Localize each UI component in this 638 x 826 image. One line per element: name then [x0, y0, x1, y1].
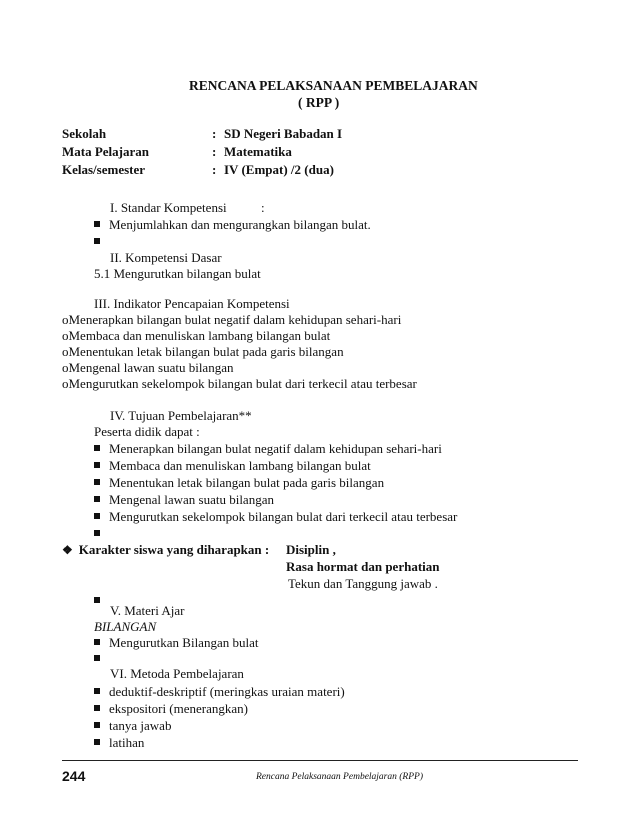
footer-divider	[62, 760, 578, 761]
info-sep: :	[212, 144, 217, 159]
karakter-value-3: Tekun dan Tanggung jawab .	[288, 576, 438, 591]
list-item: Membaca dan menuliskan lambang bilangan bulat	[94, 458, 371, 474]
list-item	[94, 593, 109, 609]
square-bullet-icon	[94, 739, 100, 745]
info-label-kelas: Kelas/semester	[62, 162, 146, 177]
info-sep: :	[212, 162, 217, 177]
section-heading-colon: :	[261, 200, 265, 215]
square-bullet-icon	[94, 221, 100, 227]
square-bullet-icon	[94, 722, 100, 728]
list-item: oMenerapkan bilangan bulat negatif dalam kehidupan sehari-hari	[62, 312, 402, 327]
list-item	[94, 526, 109, 542]
list-item: Menentukan letak bilangan bulat pada garis bilangan	[94, 475, 384, 491]
circle-bullet-icon: o	[62, 312, 69, 327]
square-bullet-icon	[94, 655, 100, 661]
list-item: tanya jawab	[94, 718, 171, 734]
list-item	[94, 234, 109, 250]
list-item: oMengenal lawan suatu bilangan	[62, 360, 234, 375]
section-heading-indikator: III. Indikator Pencapaian Kompetensi	[94, 296, 290, 311]
karakter-value-2: Rasa hormat dan perhatian	[286, 559, 440, 574]
document-title: RENCANA PELAKSANAAN PEMBELAJARAN	[189, 78, 478, 93]
square-bullet-icon	[94, 530, 100, 536]
square-bullet-icon	[94, 479, 100, 485]
circle-bullet-icon: o	[62, 360, 69, 375]
section-heading-metoda: VI. Metoda Pembelajaran	[110, 666, 244, 681]
list-item: oMenentukan letak bilangan bulat pada garis bilangan	[62, 344, 344, 359]
info-value-kelas: IV (Empat) /2 (dua)	[224, 162, 334, 177]
square-bullet-icon	[94, 496, 100, 502]
list-item: Mengenal lawan suatu bilangan	[94, 492, 274, 508]
diamond-bullet-icon: ❖	[62, 543, 73, 557]
info-value-sekolah: SD Negeri Babadan I	[224, 126, 343, 141]
footer-text: Rencana Pelaksanaan Pembelajaran (RPP)	[256, 772, 423, 782]
list-item: deduktif-deskriptif (meringkas uraian materi)	[94, 684, 345, 700]
page-number: 244	[62, 768, 86, 784]
square-bullet-icon	[94, 238, 100, 244]
karakter-value-1: Disiplin ,	[286, 542, 336, 557]
materi-topic: BILANGAN	[94, 619, 157, 634]
circle-bullet-icon: o	[62, 328, 69, 343]
list-item: oMengurutkan sekelompok bilangan bulat dari terkecil atau terbesar	[62, 376, 417, 391]
square-bullet-icon	[94, 445, 100, 451]
list-item: latihan	[94, 735, 144, 751]
section-heading-tujuan: IV. Tujuan Pembelajaran**	[110, 408, 252, 423]
list-item: Menerapkan bilangan bulat negatif dalam kehidupan sehari-hari	[94, 441, 442, 457]
circle-bullet-icon: o	[62, 376, 69, 391]
list-item: oMembaca dan menuliskan lambang bilangan bulat	[62, 328, 331, 343]
section-heading-standar-kompetensi: I. Standar Kompetensi	[110, 200, 227, 215]
list-item: Menjumlahkan dan mengurangkan bilangan bulat.	[94, 217, 371, 233]
list-item: Mengurutkan sekelompok bilangan bulat dari terkecil atau terbesar	[94, 509, 457, 525]
list-item: Mengurutkan Bilangan bulat	[94, 635, 258, 651]
info-sep: :	[212, 126, 217, 141]
karakter-label: ❖ Karakter siswa yang diharapkan :	[62, 542, 270, 557]
document-subtitle: ( RPP )	[298, 95, 340, 110]
square-bullet-icon	[94, 513, 100, 519]
section-heading-kompetensi-dasar: II. Kompetensi Dasar	[110, 250, 222, 265]
square-bullet-icon	[94, 705, 100, 711]
tujuan-intro: Peserta didik dapat :	[94, 424, 200, 439]
square-bullet-icon	[94, 639, 100, 645]
square-bullet-icon	[94, 688, 100, 694]
list-item: ekspositori (menerangkan)	[94, 701, 248, 717]
kompetensi-dasar-item: 5.1 Mengurutkan bilangan bulat	[94, 266, 261, 281]
info-label-sekolah: Sekolah	[62, 126, 107, 141]
list-item	[94, 651, 109, 667]
section-heading-materi: V. Materi Ajar	[110, 603, 185, 618]
circle-bullet-icon: o	[62, 344, 69, 359]
square-bullet-icon	[94, 462, 100, 468]
info-label-mapel: Mata Pelajaran	[62, 144, 150, 159]
square-bullet-icon	[94, 597, 100, 603]
info-value-mapel: Matematika	[224, 144, 292, 159]
